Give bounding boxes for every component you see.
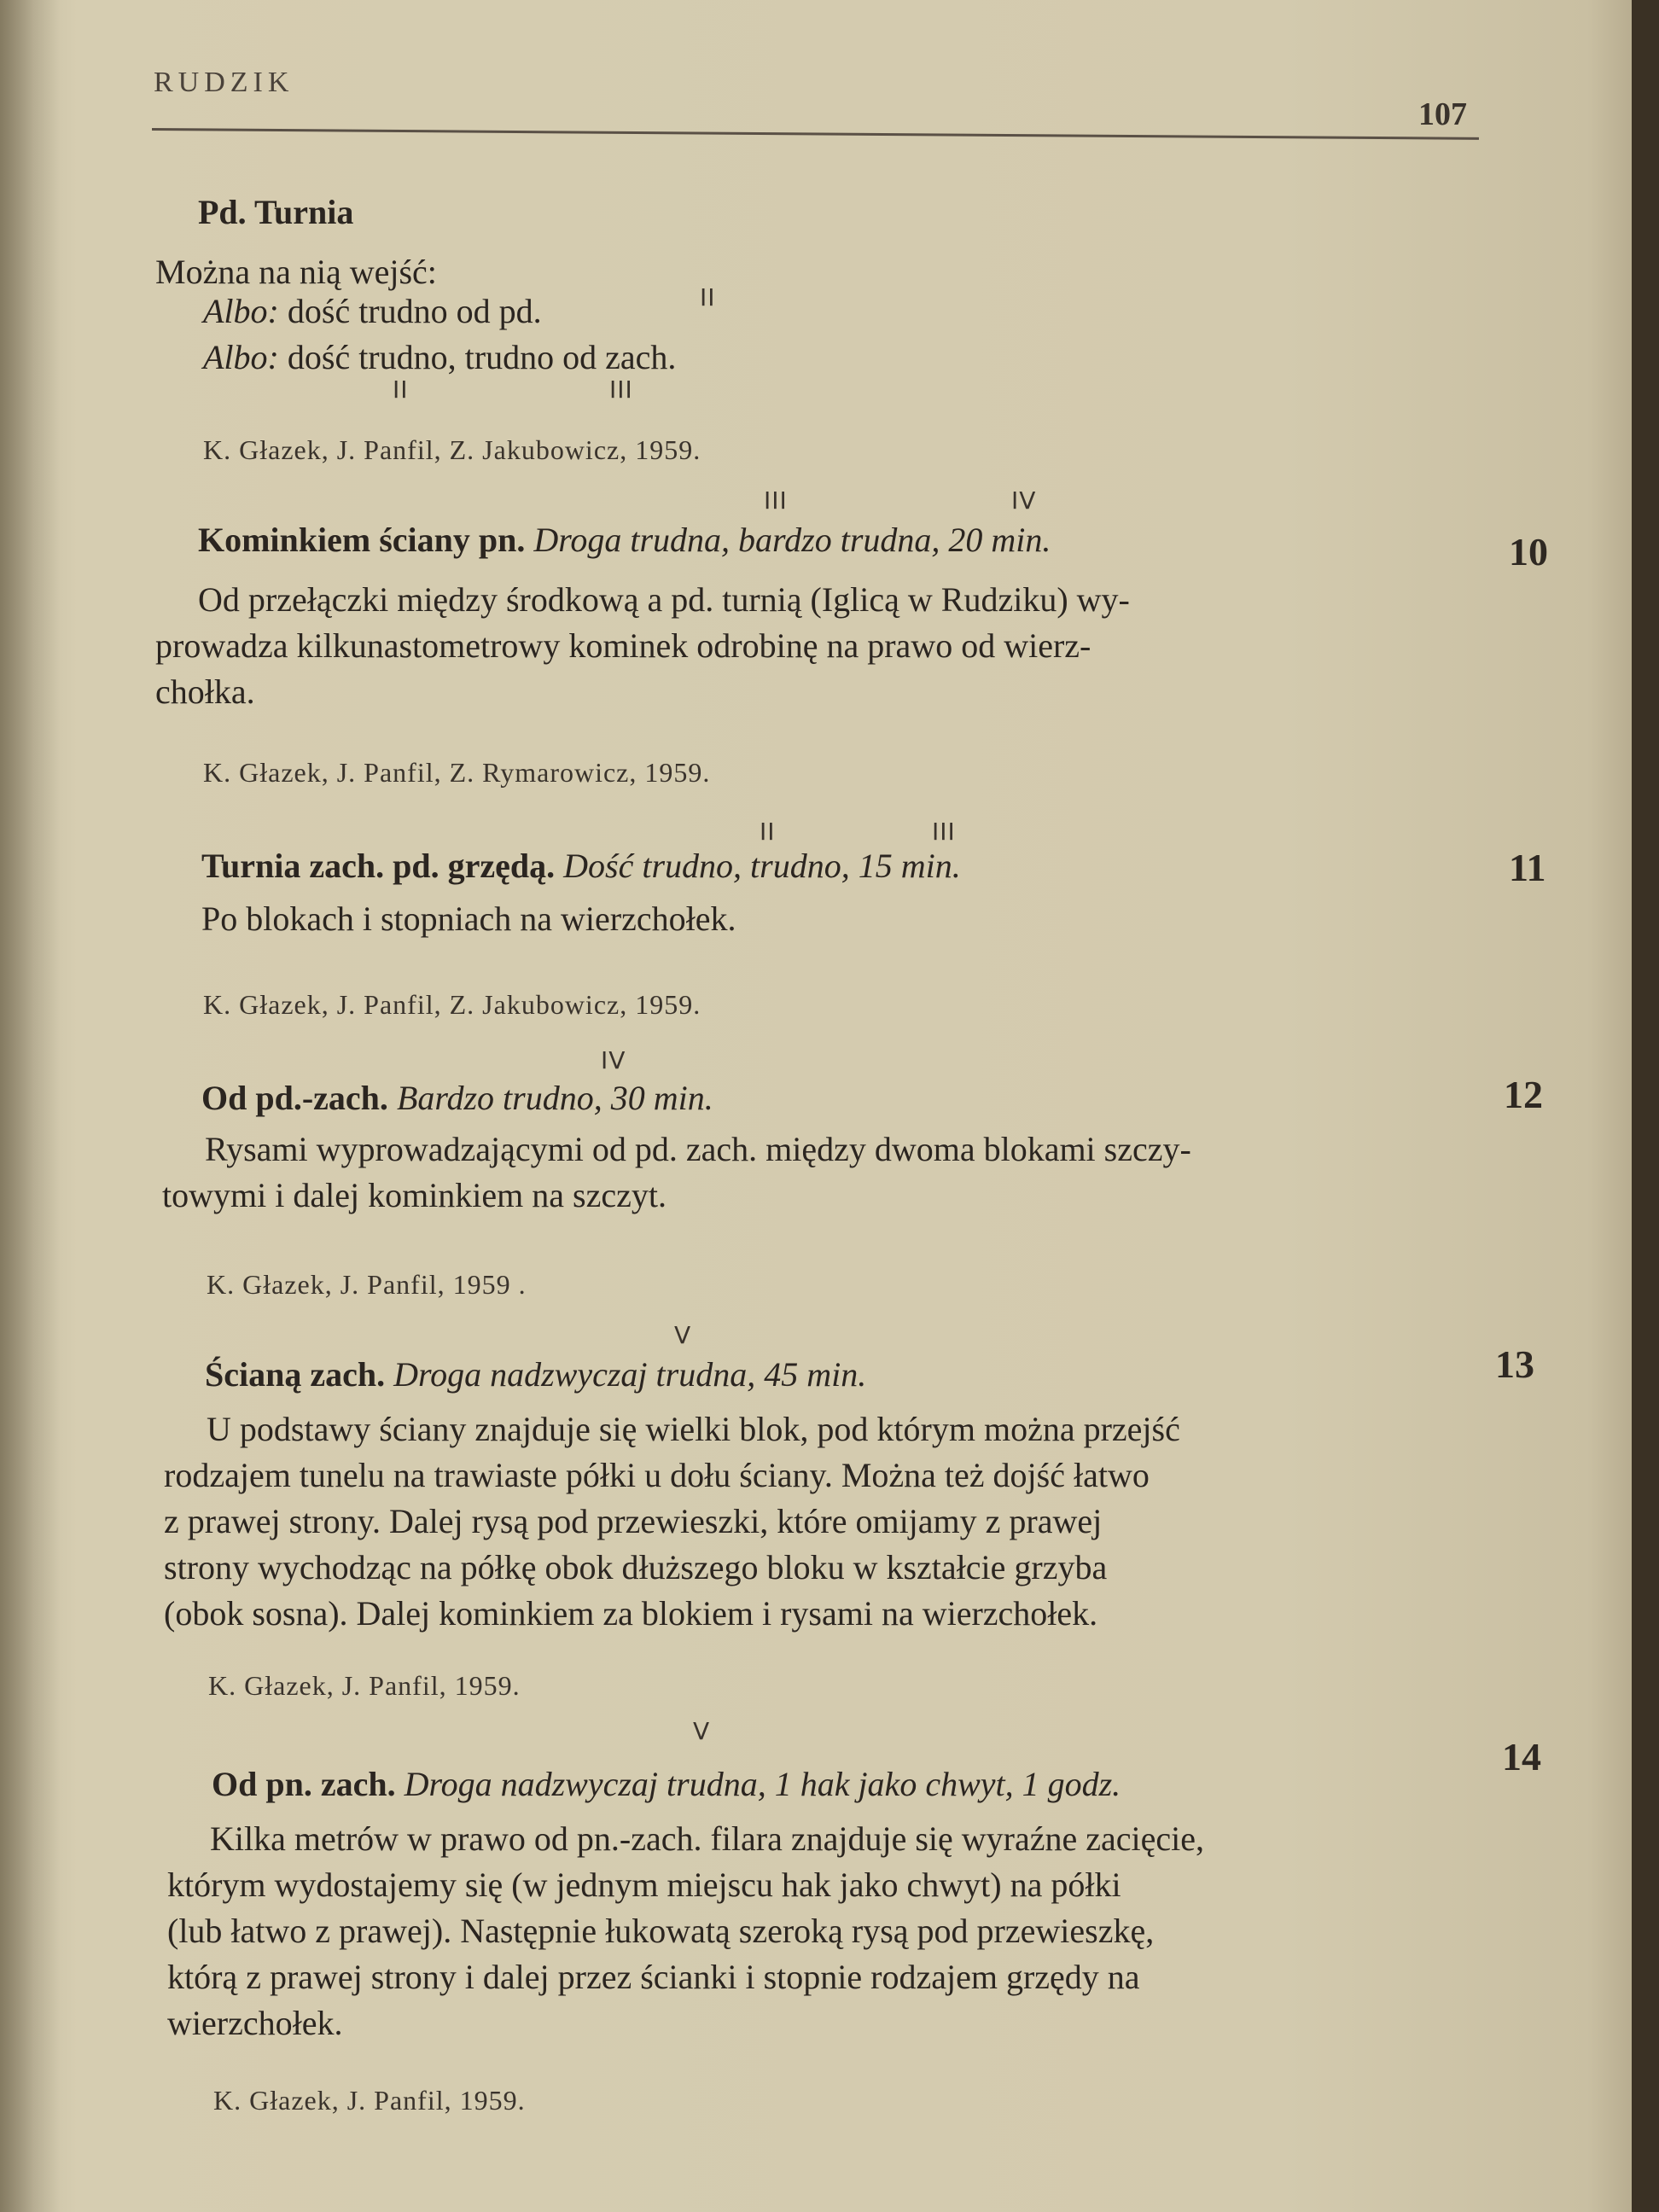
grade-mark: II <box>760 818 776 846</box>
grade-mark: III <box>764 486 788 515</box>
route-text-line: rodzajem tunelu na trawiaste półki u dołu ściany. Można też dojść łatwo <box>164 1456 1150 1494</box>
route-number: 13 <box>1495 1342 1534 1386</box>
route-text-line: (lub łatwo z prawej). Następnie łukowatą szeroką rysą pod przewieszkę, <box>167 1912 1155 1950</box>
route-grade: Droga trudna, bardzo trudna, 20 min. <box>525 521 1051 559</box>
option-line-2 <box>203 335 676 381</box>
route-text-line: Po blokach i stopniach na wierzchołek. <box>201 899 736 938</box>
route-author: K. Głazek, J. Panfil, 1959 . <box>207 1269 527 1300</box>
route-text-line: Od przełączki między środkową a pd. turnią (Iglicą w Rudziku) wy- <box>198 580 1130 619</box>
grade-mark: IV <box>1011 486 1037 515</box>
route-name: Turnia zach. pd. grzędą. <box>201 847 556 885</box>
section-author: K. Głazek, J. Panfil, Z. Jakubowicz, 1959. <box>203 434 701 465</box>
route-author: K. Głazek, J. Panfil, 1959. <box>208 1670 521 1701</box>
route-text-line: z prawej strony. Dalej rysą pod przewieszki, które omijamy z prawej <box>164 1502 1103 1540</box>
option-1-lead: Albo: <box>203 292 279 330</box>
route-text-line: U podstawy ściany znajduje się wielki blok, pod którym można przejść <box>207 1410 1180 1448</box>
route-grade: Dość trudno, trudno, 15 min. <box>555 847 961 885</box>
route-heading <box>201 843 961 889</box>
route-number: 10 <box>1509 530 1548 573</box>
grade-mark: II <box>700 283 716 311</box>
grade-mark: III <box>609 375 633 404</box>
route-author: K. Głazek, J. Panfil, Z. Jakubowicz, 1959. <box>203 989 701 1020</box>
grade-mark: IV <box>601 1046 626 1074</box>
running-head: RUDZIK <box>154 67 294 98</box>
route-text-line: towymi i dalej kominkiem na szczyt. <box>162 1176 667 1214</box>
option-line-1 <box>203 288 542 335</box>
route-heading <box>198 517 1051 563</box>
header-rule <box>152 128 1479 140</box>
route-grade: Droga nadzwyczaj trudna, 45 min. <box>385 1355 867 1394</box>
route-name: Kominkiem ściany pn. <box>198 521 526 559</box>
option-2-lead: Albo: <box>203 338 279 376</box>
route-heading <box>201 1075 713 1121</box>
route-text-line: którym wydostajemy się (w jednym miejscu hak jako chwyt) na półki <box>167 1866 1121 1904</box>
route-number: 11 <box>1509 846 1546 889</box>
route-heading <box>205 1352 866 1398</box>
route-author: K. Głazek, J. Panfil, 1959. <box>213 2085 526 2116</box>
route-name: Od pd.-zach. <box>201 1079 388 1117</box>
page-gutter-shadow <box>0 0 60 2212</box>
route-number: 14 <box>1502 1735 1541 1778</box>
grade-mark: V <box>674 1321 692 1349</box>
route-heading <box>212 1761 1121 1807</box>
route-text-line: wierzchołek. <box>167 2004 343 2042</box>
grade-mark: II <box>393 375 409 404</box>
route-grade: Droga nadzwyczaj trudna, 1 hak jako chwyt, 1 godz. <box>395 1765 1121 1803</box>
route-text-line: prowadza kilkunastometrowy kominek odrobinę na prawo od wierz- <box>155 626 1091 665</box>
route-text-line: strony wychodząc na półkę obok dłuższego bloku w kształcie grzyba <box>164 1548 1108 1586</box>
option-1-text: dość trudno od pd. <box>278 292 542 330</box>
section-intro: Można na nią wejść: <box>155 253 437 291</box>
route-text-line: Rysami wyprowadzającymi od pd. zach. między dwoma blokami szczy- <box>205 1130 1191 1168</box>
route-number: 12 <box>1504 1073 1543 1116</box>
route-text-line: Kilka metrów w prawo od pn.-zach. filara znajduje się wyraźne zacięcie, <box>210 1819 1204 1858</box>
route-grade: Bardzo trudno, 30 min. <box>387 1079 713 1117</box>
route-name: Ścianą zach. <box>205 1355 386 1394</box>
page-number: 107 <box>1418 96 1467 132</box>
route-text-line: którą z prawej strony i dalej przez ścianki i stopnie rodzajem grzędy na <box>167 1958 1140 1996</box>
section-title: Pd. Turnia <box>198 193 354 231</box>
route-author: K. Głazek, J. Panfil, Z. Rymarowicz, 1959. <box>203 757 711 788</box>
route-text-line: chołka. <box>155 672 255 711</box>
grade-mark: V <box>693 1717 711 1745</box>
route-text-line: (obok sosna). Dalej kominkiem za blokiem i rysami na wierzchołek. <box>164 1594 1098 1633</box>
route-name: Od pn. zach. <box>212 1765 396 1803</box>
grade-mark: III <box>932 818 956 846</box>
option-2-text: dość trudno, trudno od zach. <box>278 338 677 376</box>
